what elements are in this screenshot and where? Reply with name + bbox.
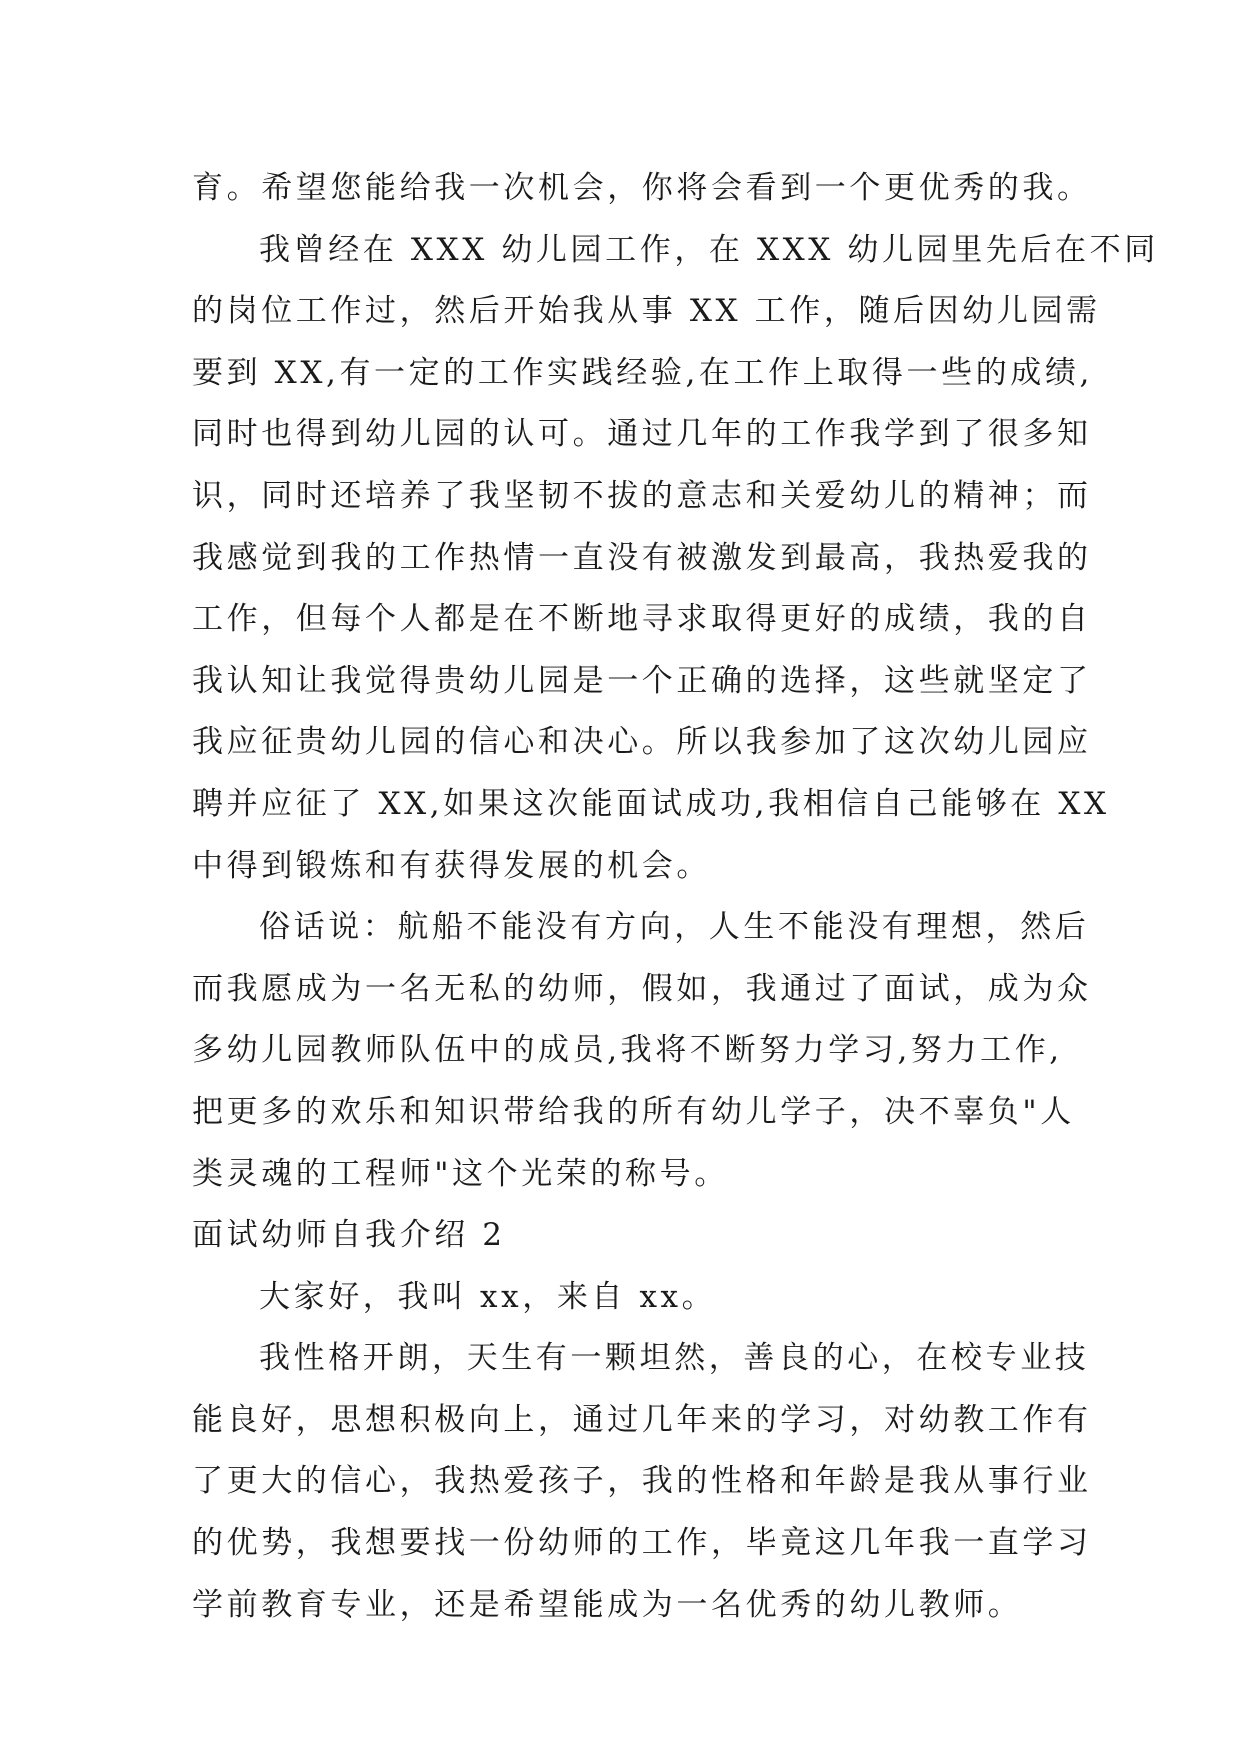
text-line: 中得到锻炼和有获得发展的机会。: [192, 847, 711, 884]
paragraph-first-line: 大家好，我叫 xx，来自 xx。: [259, 1278, 717, 1315]
text-line: 要到 XX,有一定的工作实践经验,在工作上取得一些的成绩,: [192, 354, 1093, 391]
text-line: 聘并应征了 XX,如果这次能面试成功,我相信自己能够在 XX: [192, 785, 1110, 822]
text-line: 学前教育专业，还是希望能成为一名优秀的幼儿教师。: [192, 1586, 1023, 1623]
text-line: 我应征贵幼儿园的信心和决心。所以我参加了这次幼儿园应: [192, 724, 1092, 761]
text-line: 育。希望您能给我一次机会，你将会看到一个更优秀的我。: [192, 170, 1092, 206]
text-line: 类灵魂的工程师"这个光荣的称号。: [192, 1155, 729, 1192]
text-line: 能良好，思想积极向上，通过几年来的学习，对幼教工作有: [192, 1401, 1092, 1438]
text-line: 把更多的欢乐和知识带给我的所有幼儿学子，决不辜负"人: [192, 1093, 1075, 1130]
text-line: 我感觉到我的工作热情一直没有被激发到最高，我热爱我的: [192, 539, 1092, 576]
text-line: 工作，但每个人都是在不断地寻求取得更好的成绩，我的自: [192, 601, 1092, 638]
paragraph-first-line: 俗话说：航船不能没有方向，人生不能没有理想，然后: [259, 909, 1090, 946]
paragraph-first-line: 我曾经在 XXX 幼儿园工作，在 XXX 幼儿园里先后在不同: [259, 231, 1159, 268]
text-line: 的优势，我想要找一份幼师的工作，毕竟这几年我一直学习: [192, 1525, 1092, 1562]
paragraph-first-line: 我性格开朗，天生有一颗坦然，善良的心，在校专业技: [259, 1340, 1090, 1377]
text-line: 而我愿成为一名无私的幼师，假如，我通过了面试，成为众: [192, 970, 1092, 1007]
document-body: [192, 158, 1159, 1636]
text-line: 的岗位工作过，然后开始我从事 XX 工作，随后因幼儿园需: [192, 293, 1101, 330]
section-heading: 面试幼师自我介绍 2: [192, 1217, 506, 1254]
text-line: 识，同时还培养了我坚韧不拔的意志和关爱幼儿的精神；而: [192, 477, 1092, 514]
text-line: 多幼儿园教师队伍中的成员,我将不断努力学习,努力工作,: [192, 1032, 1063, 1069]
text-line: 我认知让我觉得贵幼儿园是一个正确的选择，这些就坚定了: [192, 662, 1092, 699]
text-line: 同时也得到幼儿园的认可。通过几年的工作我学到了很多知: [192, 416, 1092, 453]
text-line: 了更大的信心，我热爱孩子，我的性格和年龄是我从事行业: [192, 1463, 1092, 1500]
